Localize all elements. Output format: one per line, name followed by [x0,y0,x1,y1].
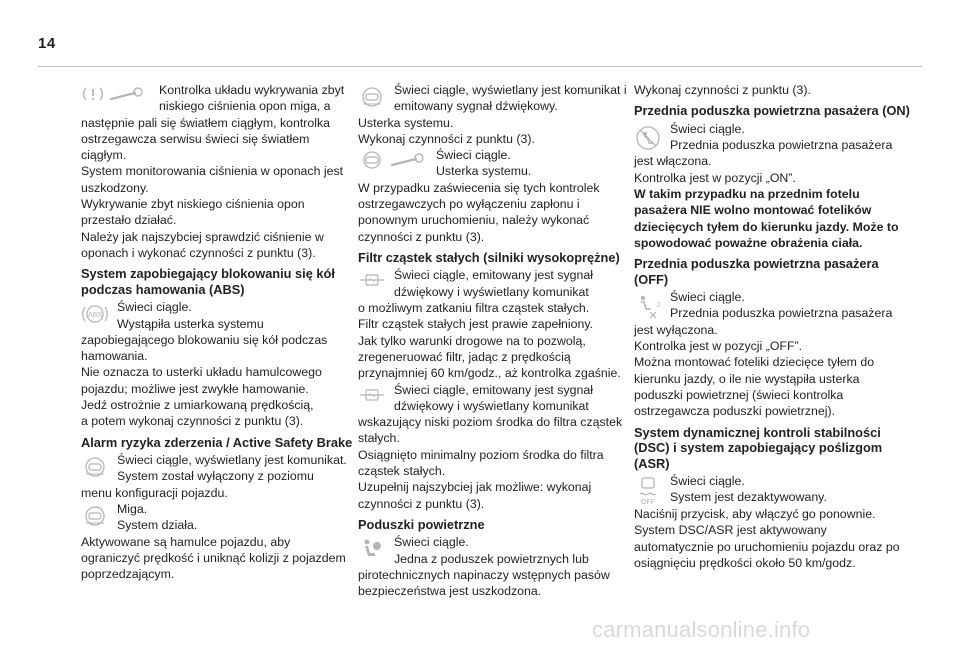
particle-filter-icon-text-2: Świeci ciągle, emitowany jest sygnał dźwiękowy i wyświetlany komunikat [394,382,593,413]
collision-icon-text-1: Świeci ciągle, wyświetlany jest komunikat. System został wyłączony z poziomu [117,453,347,484]
tpms-icon-text: Kontrolka układu wykrywania zbyt niskiego ciśnienia opon miga, a [159,83,345,114]
airbags-icon-text: Świeci ciągle. Jedna z poduszek powietrznych lub [394,535,589,566]
text-line: Można montować foteliki dziecięce tyłem do [634,355,875,370]
particle-filter-icon [358,385,388,405]
text-line: Jak tylko warunki drogowe na to pozwolą, [358,333,586,348]
passenger-airbag-off-icon-text: Świeci ciągle. Przednia poduszka powietrzna pasażera [670,290,893,321]
svg-text:2: 2 [657,302,661,310]
text-line: Kontrolka jest w pozycji „ON”. [634,170,796,185]
text-line: uszkodzony. [81,180,149,195]
text-line: stałych. [358,431,400,446]
service-wrench-icon [388,151,428,169]
passenger-airbag-off-block [634,289,910,322]
particle-filter-text-1 [358,300,634,381]
text-line: poprzedzającym. [81,567,175,582]
airbags-text [358,567,634,600]
particle-filter-heading: Filtr cząstek stałych (silniki wysokoprężne) [358,249,620,265]
system-fault-icon [358,150,386,170]
text-line: Nie oznacza to usterki układu hamulcowego [81,365,322,380]
text-line: Jedź ostrożnie z umiarkowaną prędkością, [81,398,314,413]
particle-filter-icon-text-1: Świeci ciągle, emitowany jest sygnał dźwiękowy i wyświetlany komunikat [394,268,593,299]
passenger-airbag-on-icon-text: Świeci ciągle. Przednia poduszka powietrzna pasażera [670,121,893,153]
passenger-airbag-on-icon [634,124,662,152]
system-fault-text-2 [358,180,634,245]
text-line: przynajmniej 60 km/godz., aż kontrolka zgaśnie. [358,366,621,381]
text-line: ostrzegawcza poduszki powietrznej). [634,404,836,419]
passenger-airbag-off-icon [634,292,662,320]
abs-warning-icon [81,302,109,326]
text-line: Usterka systemu. [358,115,454,130]
text-line: ponownym uruchomieniu, należy wykonać [358,213,590,228]
text-line: osiągnięciu prędkości około 50 km/godz. [634,555,856,570]
text-line: czynności z punktu (3). [358,496,485,511]
abs-block [81,299,357,332]
collision-block-2 [81,501,357,534]
dsc-asr-block [634,473,910,506]
warning-line: dziecięcych tyłem do kierunku jazdy. Może to [634,219,899,234]
text-line: jest włączona. [634,154,712,169]
tpms-warning-block [81,82,357,115]
collision-alert-icon [81,504,109,528]
text-line: menu konfiguracji pojazdu. [81,485,228,500]
text-line: ostrzegawcza serwisu świeci się światłem [81,131,310,146]
system-fault-block-2 [358,147,634,180]
passenger-airbag-on-text [634,153,910,251]
system-fault-icon-text-1: Świeci ciągle, wyświetlany jest komunikat i emitowany sygnał dźwiękowy. [394,83,627,114]
text-line: Filtr cząstek stałych jest prawie zapełniony. [358,317,594,332]
dsc-off-icon [634,476,662,506]
dsc-asr-text [634,506,910,571]
text-line: ostrzegawczych po wyłączeniu zapłonu i [358,197,580,212]
warning-line: spowodować poważne obrażenia ciała. [634,235,863,250]
airbag-warning-icon [358,537,384,561]
abs-text [81,332,357,430]
system-fault-icon-text-2: Świeci ciągle. Usterka systemu. [436,148,532,179]
collision-alert-heading: Alarm ryzyka zderzenia / Active Safety Brake [81,434,353,450]
system-fault-block-1 [358,82,634,115]
column-3 [634,82,910,571]
dsc-asr-icon-text: Świeci ciągle. System jest dezaktywowany. [670,474,827,505]
airbags-heading: Poduszki powietrzne [358,516,485,532]
particle-filter-block-2 [358,382,634,415]
text-line: czynności z punktu (3). [358,229,485,244]
text-line: ciągłym. [81,148,127,163]
text-line: wskazujący niski poziom środka do filtra cząstek [358,415,623,430]
warning-line: W takim przypadku na przednim fotelu [634,186,860,201]
abs-icon-text: Świeci ciągle. Wystąpiła usterka systemu [117,300,264,331]
passenger-airbag-off-text [634,322,910,420]
tpms-text [81,115,357,262]
text-line: W przypadku zaświecenia się tych kontrolek [358,180,600,195]
text-line: Uzupełnij najszybciej jak możliwe: wykonaj [358,480,592,495]
collision-text [81,534,357,583]
text-line: cząstek stałych. [358,464,446,479]
collision-icon-text-2: Miga. System działa. [117,502,198,533]
abs-heading: System zapobiegający blokowaniu się kół podczas hamowania (ABS) [81,266,335,297]
text-line: Osiągnięto minimalny poziom środka do filtra [358,447,604,462]
warning-line: pasażera NIE wolno montować fotelików [634,203,872,218]
text-line: zregeneruować filtr, jadąc z prędkością [358,349,571,364]
airbags-block [358,534,634,567]
text-line: jest wyłączona. [634,322,718,337]
text-line: Wykrywanie zbyt niskiego ciśnienia opon [81,197,305,212]
text-line: zapobiegającego blokowaniu się kół podczas [81,332,328,347]
tire-pressure-warning-icon [81,85,105,103]
passenger-airbag-on-heading: Przednia poduszka powietrzna pasażera (ON) [634,103,910,119]
particle-filter-block-1 [358,267,634,300]
column-1 [81,82,357,583]
text-line: System monitorowania ciśnienia w oponach jest [81,164,344,179]
passenger-airbag-on-block [634,121,910,154]
text-line: o możliwym zatkaniu filtra cząstek stałych. [358,301,590,316]
dsc-off-icon-label: OFF [641,499,655,507]
header-rule [38,66,922,67]
service-wrench-icon [107,85,147,103]
text-line: pojazdu; możliwe jest zwykłe hamowanie. [81,381,309,396]
text-line: System DSC/ASR jest aktywowany [634,523,827,538]
collision-block-1 [81,452,357,485]
text-line: Kontrolka jest w pozycji „OFF”. [634,339,803,354]
dsc-asr-heading: System dynamicznej kontroli stabilności (DSC) i system zapobiegający poślizgom (ASR) [634,424,883,471]
text-line: Aktywowane są hamulce pojazdu, aby [81,534,291,549]
system-fault-text-1 [358,115,634,148]
text-line: pirotechnicznych napinaczy wstępnych pasów [358,568,610,583]
system-fault-icon [358,85,386,109]
watermark: carmanualsonline.info [592,617,811,642]
text-line: bezpieczeństwa jest uszkodzona. [358,584,542,599]
text-line: Wykonaj czynności z punktu (3). [358,131,535,146]
text-line: Wykonaj czynności z punktu (3). [634,83,811,97]
text-line: Naciśnij przycisk, aby włączyć go ponownie. [634,507,876,522]
collision-alert-icon [81,455,109,479]
text-line: ograniczyć prędkość i uniknąć kolizji z pojazdem [81,550,346,565]
text-line: oponach i wykonać czynności z punktu (3). [81,245,316,260]
text-line: przestało działać. [81,213,177,228]
text-line: automatycznie po uruchomieniu pojazdu oraz po [634,539,900,554]
text-line: a potem wykonaj czynności z punktu (3). [81,414,304,429]
svg-text:ABS: ABS [87,312,103,320]
text-line: następnie pali się światłem ciągłym, kontrolka [81,115,331,130]
particle-filter-icon [358,270,388,290]
text-line: kierunku jazdy, o ile nie wystąpiła usterka [634,371,860,386]
particle-filter-text-2 [358,414,634,512]
text-line: Należy jak najszybciej sprawdzić ciśnienie w [81,229,324,244]
page-number: 14 [38,35,56,52]
text-line: hamowania. [81,349,148,364]
column-2 [358,82,634,600]
passenger-airbag-off-heading: Przednia poduszka powietrzna pasażera (OFF) [634,256,879,287]
text-line: poduszki powietrznej (świeci kontrolka [634,387,844,402]
